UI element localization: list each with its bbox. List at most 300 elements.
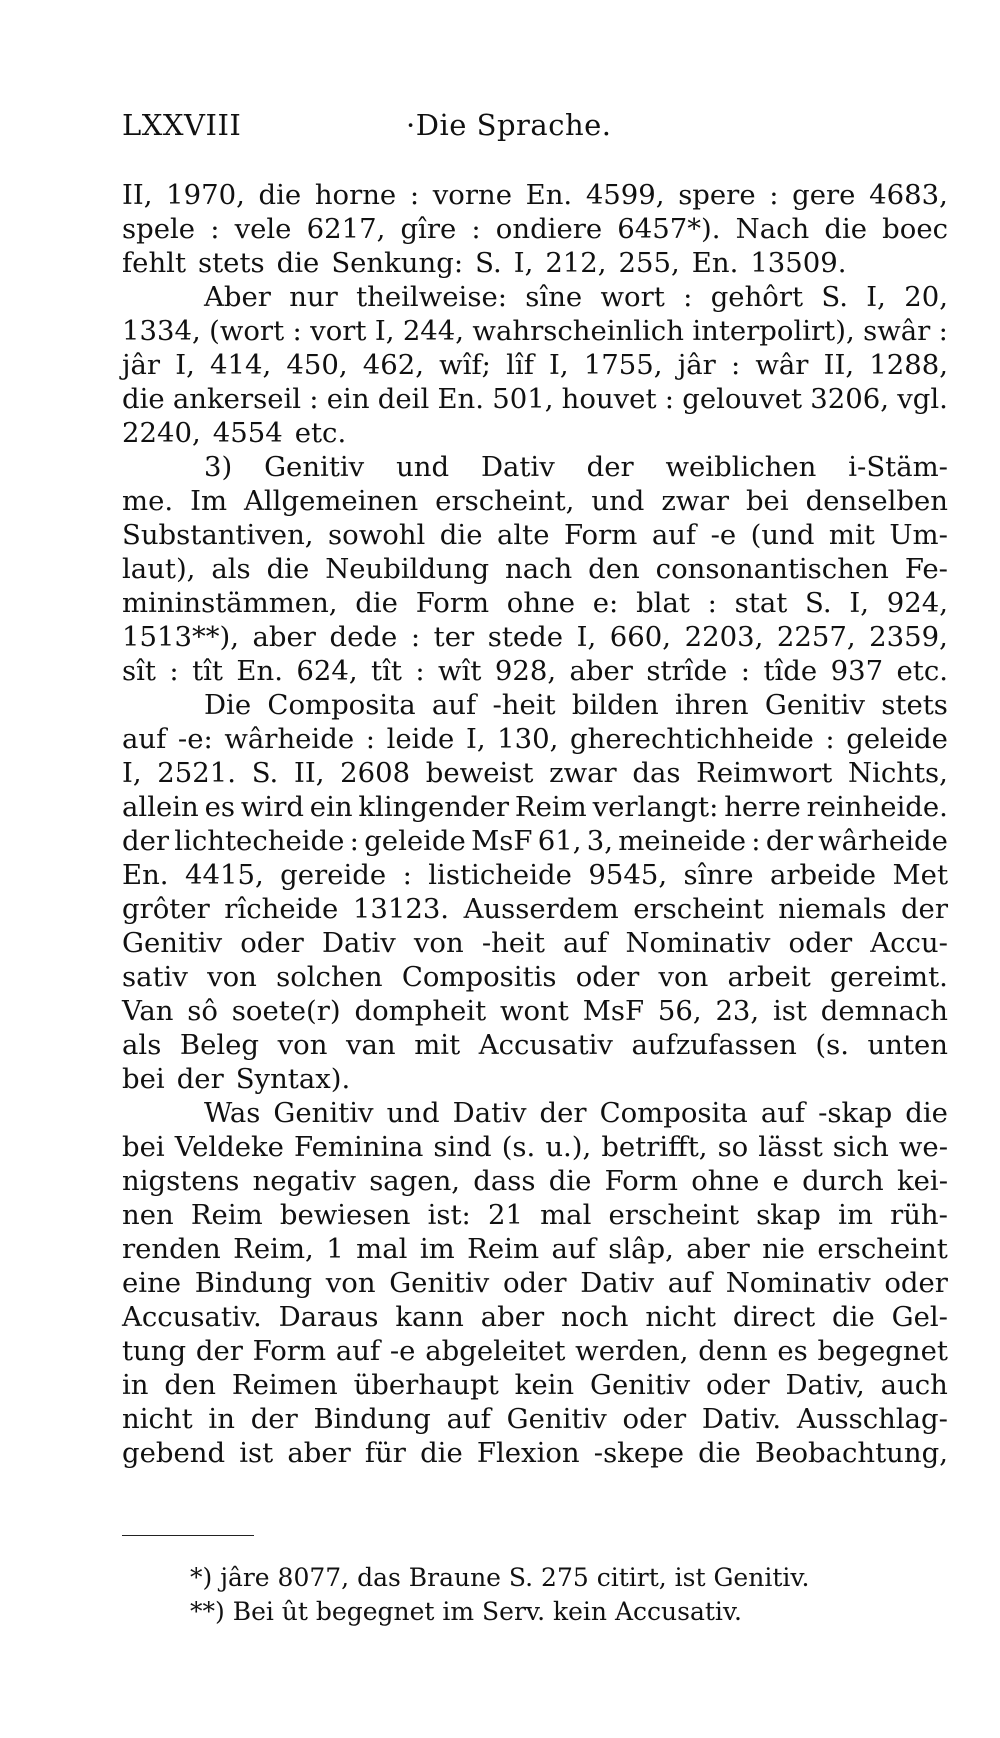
word: in: [122, 1369, 149, 1401]
word: dompheit: [354, 995, 487, 1027]
word: Genitiv: [264, 451, 365, 483]
word: I,: [549, 349, 569, 381]
word: interpolirt),: [692, 315, 855, 347]
word: nie: [762, 1233, 805, 1265]
word: Dativ.: [701, 1403, 782, 1435]
word: niemals: [778, 893, 887, 925]
word: oder: [706, 1369, 770, 1401]
word: Reimwort: [696, 757, 833, 789]
word: gereide: [280, 859, 387, 891]
word: 13123.: [352, 893, 450, 925]
word: 9545,: [588, 859, 668, 891]
word: 3206,: [810, 383, 889, 415]
word: geleide: [846, 723, 948, 755]
word: und: [591, 485, 645, 517]
word: strîde: [646, 655, 728, 687]
word: 3,: [586, 825, 613, 857]
word: S.: [821, 281, 848, 313]
text-line: [122, 450, 948, 484]
word: werden,: [575, 1335, 689, 1367]
text-line: [122, 1130, 948, 1164]
word: abgeleitet: [425, 1335, 566, 1367]
word: nigstens: [122, 1165, 240, 1197]
word: :: [471, 213, 481, 245]
word: Die: [204, 689, 252, 721]
word: die: [420, 1437, 463, 1469]
word: e: [772, 1165, 789, 1197]
word: swâr: [863, 315, 931, 347]
word: sîne: [525, 281, 583, 313]
word: sagen,: [369, 1165, 461, 1197]
word: 4415,: [184, 859, 264, 891]
word: auf: [122, 723, 167, 755]
word: rüh-: [890, 1199, 948, 1231]
word: unten: [867, 1029, 948, 1061]
word: (s.: [501, 1131, 536, 1163]
word: (und: [750, 519, 815, 551]
word: wort: [600, 281, 665, 313]
word: Nominativ: [725, 1267, 871, 1299]
word: 2203,: [684, 621, 764, 653]
word: klingender: [358, 791, 510, 823]
word: und: [396, 451, 450, 483]
word: wît: [438, 655, 482, 687]
word: bei: [122, 1131, 165, 1163]
word: gereimt.: [829, 961, 948, 993]
word: Syntax).: [235, 1063, 351, 1095]
word: der: [586, 451, 634, 483]
word: :: [664, 383, 674, 415]
word: Form: [252, 1335, 327, 1367]
word: blat: [636, 587, 690, 619]
text-line: [122, 382, 948, 416]
word: betrifft,: [601, 1131, 708, 1163]
word: Accusativ: [478, 1029, 613, 1061]
word: mininstämmen,: [122, 587, 338, 619]
word: Senkung:: [331, 247, 464, 279]
word: Aber: [204, 281, 271, 313]
text-line: [122, 960, 948, 994]
text-line: [122, 994, 948, 1028]
word: Form: [415, 587, 490, 619]
word: laut),: [122, 553, 196, 585]
word: u.),: [545, 1131, 592, 1163]
word: oder: [622, 1403, 687, 1435]
word: bewiesen: [279, 1199, 411, 1231]
word: tît: [371, 655, 402, 687]
word: durch: [802, 1165, 884, 1197]
word: :: [409, 179, 420, 211]
word: aber: [252, 621, 316, 653]
word: 2240,: [122, 417, 201, 449]
text-line: [122, 1096, 948, 1130]
text-line: [122, 1334, 948, 1368]
word: ein: [326, 383, 370, 415]
word: Accu-: [870, 927, 948, 959]
word: auf: [446, 1403, 491, 1435]
word: nach: [505, 553, 573, 585]
word: auf: [760, 1097, 806, 1129]
word: weiblichen: [665, 451, 817, 483]
word: sô: [187, 995, 218, 1027]
word: -e: [389, 1335, 416, 1367]
word: Daraus: [278, 1301, 379, 1333]
word: :: [938, 315, 948, 347]
word: gere: [792, 179, 856, 211]
word: gelouvet: [682, 383, 803, 415]
word: 624,: [296, 655, 358, 687]
word: 928,: [494, 655, 557, 687]
word: tung: [122, 1335, 187, 1367]
text-line: [122, 756, 948, 790]
word: wîf;: [439, 349, 491, 381]
word: die: [258, 179, 302, 211]
word: En.: [691, 247, 739, 279]
text-line: [122, 1300, 948, 1334]
word: Dativ: [580, 1267, 655, 1299]
text-line: [122, 1266, 948, 1300]
word: den: [164, 1369, 216, 1401]
word: I,: [374, 315, 395, 347]
word: nicht: [122, 1403, 193, 1435]
body-text: [122, 178, 948, 1470]
word: Van: [122, 995, 174, 1027]
word: :: [740, 655, 751, 687]
text-line: [122, 824, 948, 858]
word: 660,: [609, 621, 672, 653]
word: renden: [122, 1233, 221, 1265]
word: auch: [880, 1369, 948, 1401]
word: noch: [561, 1301, 629, 1333]
word: :: [349, 825, 359, 857]
word: zwar: [549, 757, 617, 789]
word: auf: [431, 689, 477, 721]
word: herre: [724, 791, 801, 823]
word: ohne: [691, 1165, 760, 1197]
word: -e:: [177, 723, 213, 755]
text-line: [122, 518, 948, 552]
word: vele: [234, 213, 292, 245]
word: als: [122, 1029, 162, 1061]
word: nen: [122, 1199, 174, 1231]
word: -e: [710, 519, 737, 551]
word: oder: [575, 961, 640, 993]
word: :: [415, 655, 425, 687]
word: in: [208, 1403, 235, 1435]
word: II,: [823, 349, 855, 381]
word: horne: [314, 179, 397, 211]
word: arbeit: [727, 961, 811, 993]
word: eine: [122, 1267, 182, 1299]
word: rîcheide: [224, 893, 339, 925]
word: die: [276, 247, 320, 279]
word: wârheide: [818, 825, 948, 857]
word: Gel-: [891, 1301, 948, 1333]
word: :: [769, 179, 779, 211]
word: i-Stäm-: [848, 451, 948, 483]
word: die: [548, 1165, 592, 1197]
word: Reim: [467, 1233, 540, 1265]
word: wâr: [755, 349, 809, 381]
word: auf: [667, 1267, 713, 1299]
word: von: [325, 1267, 376, 1299]
word: die: [698, 1437, 741, 1469]
word: arbeide: [769, 859, 877, 891]
word: :: [402, 859, 412, 891]
word: 4683,: [869, 179, 948, 211]
word: ein: [309, 791, 353, 823]
word: 2257,: [776, 621, 856, 653]
word: consonantischen: [655, 553, 889, 585]
text-line: [122, 858, 948, 892]
word: sowohl: [328, 519, 426, 551]
word: stede: [487, 621, 564, 653]
word: boec: [882, 213, 948, 245]
word: die: [905, 1097, 948, 1129]
word: nicht: [645, 1301, 716, 1333]
word: verlangt:: [592, 791, 719, 823]
word: Ausschlag-: [796, 1403, 948, 1435]
word: MsF: [582, 995, 645, 1027]
word: auf: [551, 1233, 596, 1265]
word: 4599,: [585, 179, 665, 211]
word: für: [364, 1437, 406, 1469]
word: S.: [805, 587, 832, 619]
word: sativ: [122, 961, 188, 993]
word: dass: [473, 1165, 536, 1197]
word: der: [765, 825, 813, 857]
word: 244,: [402, 315, 465, 347]
word: überhaupt: [353, 1369, 499, 1401]
word: von: [277, 1029, 328, 1061]
text-line: [122, 246, 948, 280]
word: grôter: [122, 893, 210, 925]
word: die: [832, 1301, 875, 1333]
footnote: **) Bei ût begegnet im Serv. kein Accusativ.: [190, 1597, 742, 1626]
word: der: [176, 1063, 224, 1095]
word: vgl.: [897, 383, 948, 415]
word: gehôrt: [710, 281, 804, 313]
word: geleide: [364, 825, 466, 857]
word: die: [122, 383, 165, 415]
word: im: [838, 1199, 873, 1231]
word: ondiere: [495, 213, 603, 245]
word: :: [751, 825, 761, 857]
text-line: [122, 1198, 948, 1232]
word: bei: [122, 1063, 165, 1095]
word: gîre: [400, 213, 457, 245]
word: Genitiv: [389, 1267, 490, 1299]
word: Reim: [190, 1199, 263, 1231]
word: allein: [122, 791, 199, 823]
word: solchen: [276, 961, 383, 993]
text-line: [122, 654, 948, 688]
word: es: [204, 791, 236, 823]
text-line: [122, 280, 948, 314]
word: II,: [293, 757, 325, 789]
word: listicheide: [428, 859, 572, 891]
word: Accusativ.: [122, 1301, 262, 1333]
word: im: [419, 1233, 455, 1265]
word: beweist: [425, 757, 534, 789]
word: Genitiv: [506, 1403, 607, 1435]
text-line: [122, 178, 948, 212]
word: :: [210, 213, 220, 245]
word: gherechtichheide: [570, 723, 814, 755]
word: ist: [239, 1437, 274, 1469]
word: tît: [192, 655, 223, 687]
word: Ausserdem: [463, 893, 619, 925]
word: ist: [773, 995, 807, 1027]
word: S.: [251, 757, 279, 789]
text-line: [122, 892, 948, 926]
word: Allgemeinen: [244, 485, 419, 517]
word: Genitiv: [764, 689, 866, 721]
word: lichtecheide: [174, 825, 345, 857]
word: erscheint,: [435, 485, 575, 517]
word: ankerseil: [172, 383, 302, 415]
word: fehlt: [122, 247, 187, 279]
word: 1288,: [869, 349, 948, 381]
word: aber: [287, 1437, 351, 1469]
word: Composita: [599, 1097, 748, 1129]
text-line: [122, 348, 948, 382]
word: -skepe: [593, 1437, 685, 1469]
word: Dativ: [321, 927, 396, 959]
text-line: [122, 586, 948, 620]
text-line: [122, 1368, 948, 1402]
word: MsF: [471, 825, 533, 857]
word: oder: [884, 1267, 948, 1299]
text-line: [122, 1436, 948, 1470]
word: 20,: [904, 281, 948, 313]
word: slâp,: [608, 1233, 674, 1265]
word: mit: [414, 1029, 461, 1061]
word: kann: [395, 1301, 464, 1333]
page-number: LXXVIII: [122, 108, 242, 142]
word: tîde: [763, 655, 818, 687]
word: 414,: [210, 349, 272, 381]
word: Nominativ: [625, 927, 771, 959]
word: sich: [832, 1131, 889, 1163]
word: denselben: [805, 485, 948, 517]
word: etc.: [896, 655, 948, 687]
word: alte: [496, 519, 550, 551]
word: 1755,: [583, 349, 663, 381]
word: aber: [686, 1233, 750, 1265]
word: Dativ: [480, 451, 555, 483]
word: 937: [830, 655, 884, 687]
word: aber: [480, 1301, 545, 1333]
word: 4554: [212, 417, 283, 449]
word: wârheide: [224, 723, 355, 755]
word: 1: [326, 1233, 344, 1265]
word: 1970,: [166, 179, 245, 211]
word: :: [292, 315, 302, 347]
word: spele: [122, 213, 196, 245]
word: :: [683, 281, 693, 313]
word: und: [386, 1097, 440, 1129]
word: bilden: [571, 689, 659, 721]
word: als: [211, 553, 251, 585]
word: Feminina: [294, 1131, 424, 1163]
word: bei: [745, 485, 789, 517]
word: 130,: [497, 723, 559, 755]
word: I,: [576, 621, 597, 653]
word: Nach: [735, 213, 810, 245]
word: En.: [122, 859, 169, 891]
word: I,: [175, 349, 195, 381]
word: oder: [240, 927, 304, 959]
word: der: [900, 893, 948, 925]
text-line: [122, 416, 948, 450]
word: kei-: [896, 1165, 948, 1197]
word: 2521.: [157, 757, 237, 789]
word: 501,: [492, 383, 554, 415]
word: Um-: [889, 519, 948, 551]
word: auf: [563, 927, 608, 959]
word: die: [824, 213, 868, 245]
word: 23,: [715, 995, 760, 1027]
word: -heit: [481, 927, 545, 959]
word: 56,: [657, 995, 702, 1027]
word: 924,: [886, 587, 948, 619]
word: En.: [525, 179, 573, 211]
text-line: [122, 1028, 948, 1062]
word: 6457*).: [617, 213, 721, 245]
word: negativ: [252, 1165, 356, 1197]
text-line: [122, 1402, 948, 1436]
word: (wort: [209, 315, 285, 347]
word: 21: [487, 1199, 523, 1231]
word: oder: [503, 1267, 567, 1299]
word: aber: [569, 655, 633, 687]
word: auf: [335, 1335, 381, 1367]
word: auf: [651, 519, 697, 551]
word: der: [195, 1335, 243, 1367]
word: 255,: [618, 247, 680, 279]
word: begegnet: [817, 1335, 948, 1367]
word: 13509.: [750, 247, 847, 279]
word: lîf: [506, 349, 534, 381]
word: wahrscheinlich: [472, 315, 684, 347]
word: der: [539, 1097, 587, 1129]
text-line: [122, 688, 948, 722]
word: Reim: [514, 791, 587, 823]
word: deil: [377, 383, 430, 415]
word: 212,: [545, 247, 607, 279]
word: von: [207, 961, 257, 993]
word: nur: [289, 281, 338, 313]
text-line: [122, 314, 948, 348]
word: I,: [465, 723, 486, 755]
word: sind: [433, 1131, 492, 1163]
word: wont: [500, 995, 569, 1027]
word: erscheint: [633, 893, 764, 925]
text-line: [122, 552, 948, 586]
word: stets: [881, 689, 948, 721]
word: Dativ,: [785, 1369, 865, 1401]
text-line: [122, 926, 948, 960]
word: reinheide.: [806, 791, 948, 823]
word: 462,: [362, 349, 425, 381]
word: ter: [433, 621, 475, 653]
word: Beleg: [179, 1029, 260, 1061]
word: oder: [788, 927, 853, 959]
word: 450,: [286, 349, 348, 381]
word: leide: [386, 723, 455, 755]
word: zwar: [661, 485, 729, 517]
